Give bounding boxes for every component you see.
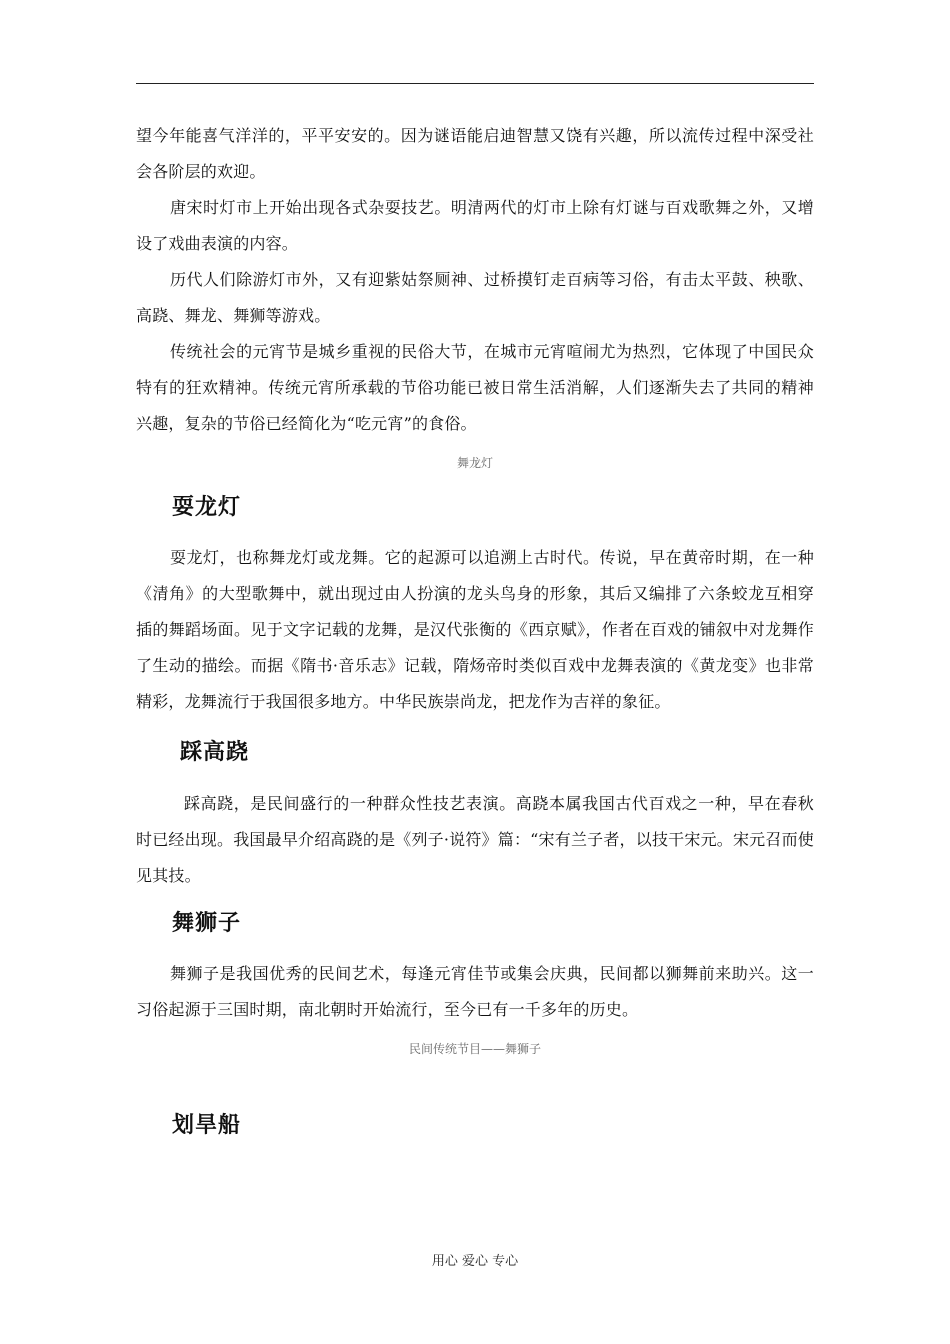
caption-dragon-image: 舞龙灯 <box>456 456 493 470</box>
intro-paragraph-2: 唐宋时灯市上开始出现各式杂耍技艺。明清两代的灯市上除有灯谜与百戏歌舞之外，又增设了戏曲表演的内容。 <box>136 198 814 253</box>
intro-paragraph-3: 历代人们除游灯市外，又有迎紫姑祭厕神、过桥摸钉走百病等习俗，有击太平鼓、秧歌、高跷、舞龙、舞狮等游戏。 <box>136 270 814 325</box>
section-body-dragon: 耍龙灯，也称舞龙灯或龙舞。它的起源可以追溯上古时代。传说，早在黄帝时期，在一种《清角》的大型歌舞中，就出现过由人扮演的龙头鸟身的形象，其后又编排了六条蛟龙互相穿插的舞蹈场面。见于文字记载的龙舞，是汉代张衡的《西京赋》，作者在百戏的铺叙中对龙舞作了生动的描绘。而据《隋书·音乐志》记载，隋炀帝时类似百戏中龙舞表演的《黄龙变》也非常精彩，龙舞流行于我国很多地方。中华民族崇尚龙，把龙作为吉祥的象征。 <box>136 548 814 711</box>
section-title-boat: 划旱船 <box>172 1112 242 1138</box>
section-body-lion: 舞狮子是我国优秀的民间艺术，每逢元宵佳节或集会庆典，民间都以狮舞前来助兴。这一习俗起源于三国时期，南北朝时开始流行，至今已有一千多年的历史。 <box>136 964 814 1019</box>
section-title-lion: 舞狮子 <box>172 910 242 936</box>
caption-lion-image: 民间传统节目——舞狮子 <box>408 1042 541 1056</box>
section-title-stilts: 踩高跷 <box>180 739 250 765</box>
section-body-stilts: 踩高跷，是民间盛行的一种群众性技艺表演。高跷本属我国古代百戏之一种，早在春秋时已经出现。我国最早介绍高跷的是《列子·说符》篇：“宋有兰子者，以技干宋元。宋元召而使见其技。 <box>136 794 814 885</box>
page-footer: 用心 爱心 专心 <box>431 1254 519 1269</box>
section-title-dragon: 耍龙灯 <box>172 494 242 520</box>
header-rule <box>136 83 814 84</box>
intro-paragraph-4: 传统社会的元宵节是城乡重视的民俗大节，在城市元宵喧闹尤为热烈，它体现了中国民众特有的狂欢精神。传统元宵所承载的节俗功能已被日常生活消解，人们逐渐失去了共同的精神兴趣，复杂的节俗已经简化为“吃元宵”的食俗。 <box>136 342 814 433</box>
intro-paragraph-1: 望今年能喜气洋洋的，平平安安的。因为谜语能启迪智慧又饶有兴趣，所以流传过程中深受社会各阶层的欢迎。 <box>136 126 814 181</box>
